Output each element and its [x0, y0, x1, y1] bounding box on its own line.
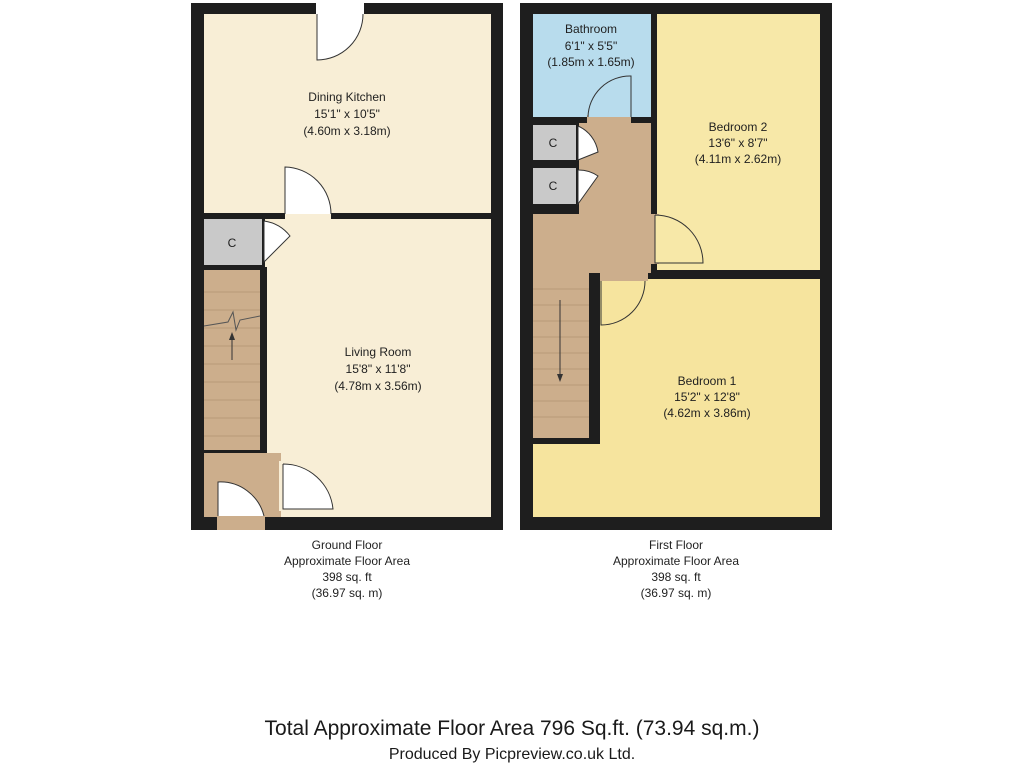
- produced-by-credit: Produced By Picpreview.co.uk Ltd.: [388, 746, 636, 763]
- first-floor-title: First Floor: [649, 538, 703, 552]
- first-floor-area-label: Approximate Floor Area: [612, 554, 740, 568]
- first-cupboard-2-label: C: [548, 179, 558, 193]
- dining-kitchen-name: Dining Kitchen: [308, 90, 386, 104]
- front-door-opening: [217, 515, 265, 530]
- kitchen-top-door-opening: [316, 2, 364, 15]
- bedroom-1-metric: (4.62m x 3.86m): [663, 406, 751, 420]
- living-room-metric: (4.78m x 3.56m): [334, 379, 422, 393]
- first-floor-plan: [520, 3, 832, 530]
- living-room-imperial: 15'8" x 11'8": [345, 362, 411, 376]
- bedroom-2-imperial: 13'6" x 8'7": [708, 136, 768, 150]
- first-stairs: [533, 273, 589, 438]
- first-floor-area-sqft: 398 sq. ft: [651, 570, 701, 584]
- bathroom-name: Bathroom: [564, 22, 618, 36]
- ground-floor-area-sqm: (36.97 sq. m): [311, 586, 383, 600]
- ground-floor-area-label: Approximate Floor Area: [283, 554, 411, 568]
- bedroom-1-doorway: [600, 271, 648, 281]
- ground-floor-area-sqft: 398 sq. ft: [322, 570, 372, 584]
- first-floor-area-sqm: (36.97 sq. m): [640, 586, 712, 600]
- living-room-name: Living Room: [344, 345, 412, 359]
- bathroom-metric: (1.85m x 1.65m): [547, 55, 635, 69]
- dining-kitchen-metric: (4.60m x 3.18m): [303, 124, 391, 138]
- bedroom-2-name: Bedroom 2: [708, 120, 768, 134]
- ground-floor-title: Ground Floor: [311, 538, 383, 552]
- bedroom-2-metric: (4.11m x 2.62m): [694, 152, 782, 166]
- ground-cupboard-label: C: [227, 236, 237, 250]
- dining-kitchen-label: [303, 90, 390, 138]
- total-floor-area: Total Approximate Floor Area 796 Sq.ft. (73.94 sq.m.): [264, 717, 760, 740]
- bedroom-1-lower: [533, 444, 820, 517]
- bedroom-1-name: Bedroom 1: [677, 374, 737, 388]
- landing-lower: [533, 214, 651, 273]
- ground-floor-plan: [191, 2, 503, 530]
- living-room-label: [334, 345, 421, 393]
- first-floor-caption: [613, 538, 739, 600]
- ground-floor-caption: [284, 538, 410, 600]
- first-cupboard-1-label: C: [548, 136, 558, 150]
- dining-kitchen-imperial: 15'1" x 10'5": [314, 107, 380, 121]
- bathroom-imperial: 6'1" x 5'5": [564, 39, 618, 53]
- bedroom-1-imperial: 15'2" x 12'8": [674, 390, 740, 404]
